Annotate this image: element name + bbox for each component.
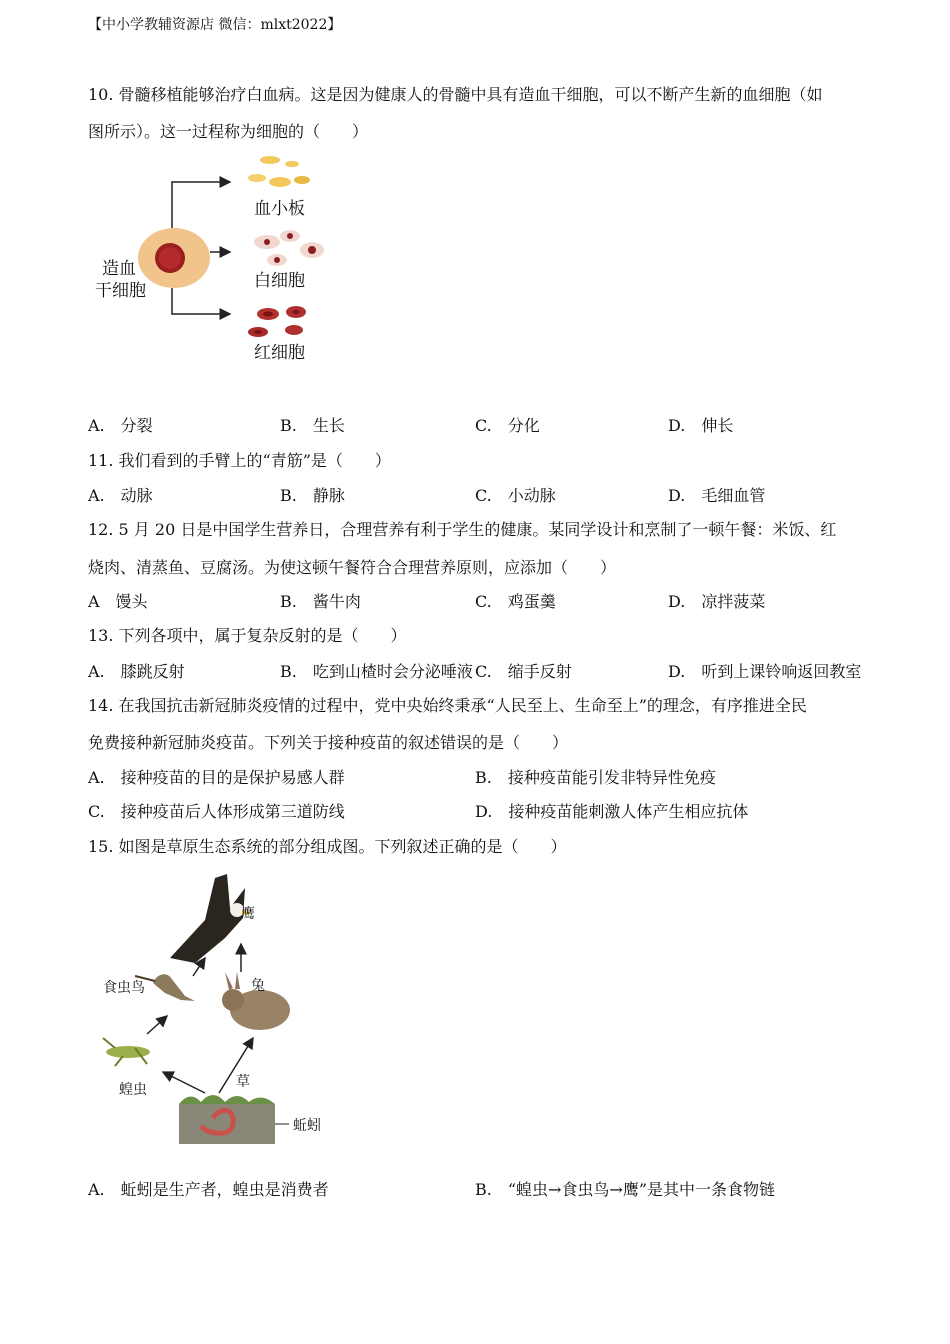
q12-option-c[interactable]: C. 鸡蛋羹 xyxy=(475,592,556,611)
white-cell-image xyxy=(254,230,324,266)
q12-stem-line1: 12. 5 月 20 日是中国学生营养日，合理营养有利于学生的健康。某同学设计和烹制了一顿午餐：米饭、红 xyxy=(88,520,837,539)
q10-option-c[interactable]: C. 分化 xyxy=(475,416,540,435)
q14-stem-line2: 免费接种新冠肺炎疫苗。下列关于接种疫苗的叙述错误的是（ ） xyxy=(88,733,569,752)
stem-cell-label-line2: 干细胞 xyxy=(95,281,146,301)
q14-option-b[interactable]: B. 接种疫苗能引发非特异性免疫 xyxy=(475,768,716,787)
q15-stem: 15. 如图是草原生态系统的部分组成图。下列叙述正确的是（ ） xyxy=(88,837,567,856)
q11-option-b[interactable]: B. 静脉 xyxy=(280,486,345,505)
q12-option-d[interactable]: D. 凉拌菠菜 xyxy=(668,592,766,611)
locust-image xyxy=(103,1038,150,1066)
q13-option-d[interactable]: D. 听到上课铃响返回教室 xyxy=(668,662,862,681)
q14-option-d[interactable]: D. 接种疫苗能刺激人体产生相应抗体 xyxy=(475,802,749,821)
rabbit-label: 兔 xyxy=(251,978,265,994)
q11-option-c[interactable]: C. 小动脉 xyxy=(475,486,556,505)
q10-stem-line1: 10. 骨髓移植能够治疗白血病。这是因为健康人的骨髓中具有造血干细胞，可以不断产生新的血细胞（如 xyxy=(88,85,823,104)
q13-option-b[interactable]: B. 吃到山楂时会分泌唾液 xyxy=(280,662,473,681)
bird-label: 食虫鸟 xyxy=(103,980,145,996)
q12-option-b[interactable]: B. 酱牛肉 xyxy=(280,592,361,611)
q12-option-a[interactable]: A 馒头 xyxy=(88,592,148,611)
locust-label: 蝗虫 xyxy=(119,1082,147,1098)
q11-option-a[interactable]: A. 动脉 xyxy=(88,486,153,505)
page-header: 【中小学教辅资源店 微信：mlxt2022】 xyxy=(88,17,342,33)
q10-option-a[interactable]: A. 分裂 xyxy=(88,416,153,435)
q13-stem: 13. 下列各项中，属于复杂反射的是（ ） xyxy=(88,626,407,645)
q14-stem-line1: 14. 在我国抗击新冠肺炎疫情的过程中，党中央始终秉承“人民至上、生命至上”的理念，有序推进全民 xyxy=(88,696,807,715)
food-web-diagram xyxy=(95,868,335,1153)
platelet-image xyxy=(248,156,310,187)
stem-cell-label-line1: 造血 xyxy=(102,259,136,279)
q13-option-c[interactable]: C. 缩手反射 xyxy=(475,662,572,681)
q11-option-d[interactable]: D. 毛细血管 xyxy=(668,486,766,505)
red-cell-label: 红细胞 xyxy=(254,343,305,363)
stem-cell-image xyxy=(138,228,210,288)
eagle-label: 鹰 xyxy=(241,906,255,922)
grass-label: 草 xyxy=(236,1074,250,1090)
blood-cell-diagram xyxy=(92,150,342,370)
eagle-image xyxy=(170,874,251,963)
q12-stem-line2: 烧肉、清蒸鱼、豆腐汤。为使这顿午餐符合合理营养原则，应添加（ ） xyxy=(88,558,617,577)
q15-option-b[interactable]: B. “蝗虫→食虫鸟→鹰”是其中一条食物链 xyxy=(475,1180,776,1199)
red-cell-image xyxy=(248,306,306,337)
q15-option-a[interactable]: A. 蚯蚓是生产者，蝗虫是消费者 xyxy=(88,1180,329,1199)
q10-stem-line2: 图所示）。这一过程称为细胞的（ ） xyxy=(88,122,369,141)
q14-option-c[interactable]: C. 接种疫苗后人体形成第三道防线 xyxy=(88,802,345,821)
grass-soil-image xyxy=(179,1095,275,1144)
q10-option-d[interactable]: D. 伸长 xyxy=(668,416,734,435)
q11-stem: 11. 我们看到的手臂上的“青筋”是（ ） xyxy=(88,451,391,470)
q10-option-b[interactable]: B. 生长 xyxy=(280,416,345,435)
q13-option-a[interactable]: A. 膝跳反射 xyxy=(88,662,185,681)
q14-option-a[interactable]: A. 接种疫苗的目的是保护易感人群 xyxy=(88,768,345,787)
earthworm-label: 蚯蚓 xyxy=(293,1118,321,1134)
platelet-label: 血小板 xyxy=(254,199,305,219)
white-cell-label: 白细胞 xyxy=(254,271,305,291)
